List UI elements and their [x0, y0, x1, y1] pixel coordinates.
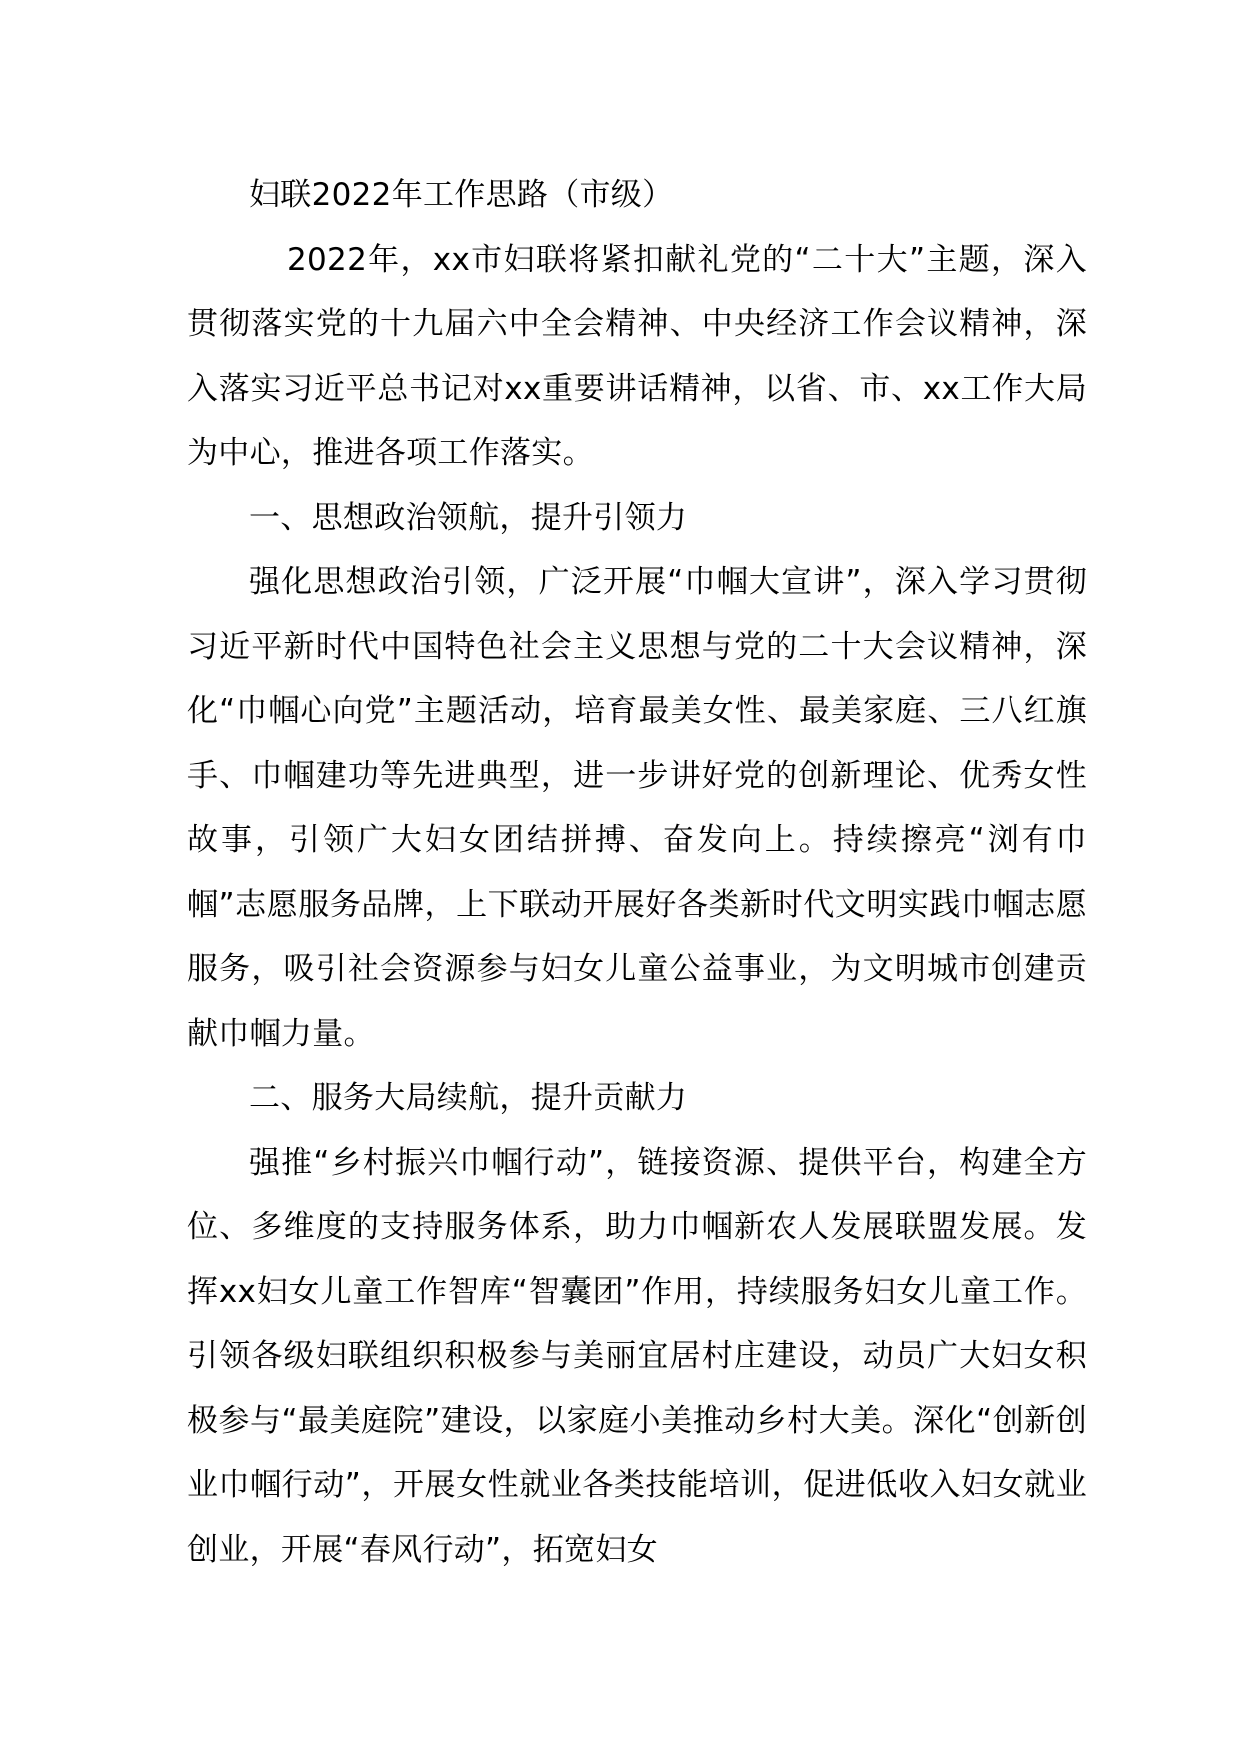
section-2-body: 强推“乡村振兴巾帼行动”，链接资源、提供平台，构建全方位、多维度的支持服务体系，助力巾帼新农人发展联盟发展。发挥xx妇女儿童工作智库“智囊团”作用，持续服务妇女儿童工作。引领各级妇联组织积极参与美丽宜居村庄建设，动员广大妇女积极参与“最美庭院”建设，以家庭小美推动乡村大美。深化“创新创业巾帼行动”，开展女性就业各类技能培训，促进低收入妇女就业创业，开展“春风行动”，拓宽妇女	[187, 1144, 1087, 1568]
section-1-body: 强化思想政治引领，广泛开展“巾帼大宣讲”，深入学习贯彻习近平新时代中国特色社会主义思想与党的二十大会议精神，深化“巾帼心向党”主题活动，培育最美女性、最美家庭、三八红旗手、巾帼建功等先进典型，进一步讲好党的创新理论、优秀女性故事，引领广大妇女团结拼搏、奋发向上。持续擦亮“浏有巾帼”志愿服务品牌，上下联动开展好各类新时代文明实践巾帼志愿服务，吸引社会资源参与妇女儿童公益事业，为文明城市创建贡献巾帼力量。	[187, 564, 1087, 1052]
section-2-heading: 二、服务大局续航，提升贡献力	[249, 1080, 688, 1116]
intro-paragraph: 2022年，xx市妇联将紧扣献礼党的“二十大”主题，深入贯彻落实党的十九届六中全会精神、中央经济工作会议精神，深入落实习近平总书记对xx重要讲话精神，以省、市、xx工作大局为中心，推进各项工作落实。	[187, 241, 1087, 471]
section-1-heading: 一、思想政治领航，提升引领力	[249, 499, 688, 536]
document-title: 妇联2022年工作思路（市级）	[249, 177, 674, 213]
document-body	[187, 163, 1087, 1582]
